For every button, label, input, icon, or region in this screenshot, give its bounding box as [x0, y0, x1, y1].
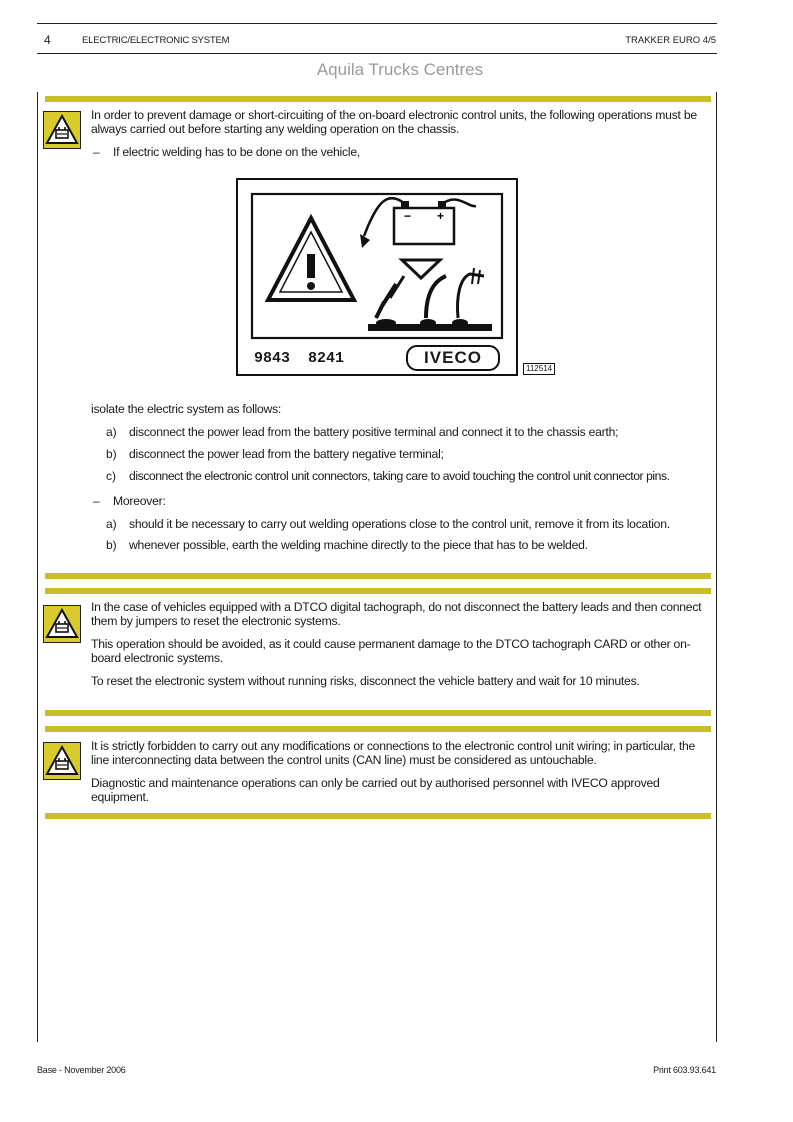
step-label: c)	[106, 469, 116, 483]
warning-band-bottom-3	[45, 813, 711, 819]
warning-icon	[43, 742, 81, 780]
block1-intro: In order to prevent damage or short-circuiting of the on-board electronic control units, the following operations must be always carried out before starting any welding operation on the chassis.	[91, 108, 697, 136]
block2-paragraph-1: In the case of vehicles equipped with a DTCO digital tachograph, do not disconnect the battery leads and then connect them by jumpers to reset the electronic systems.	[91, 600, 702, 628]
figure-id-tag: 112514	[523, 363, 555, 375]
header-bottom-rule	[37, 53, 717, 54]
welding-warning-figure	[236, 178, 518, 376]
warning-band-top-1	[45, 96, 711, 102]
product-title: TRAKKER EURO 4/5	[625, 35, 716, 46]
step-label: b)	[106, 447, 117, 461]
warning-band-bottom-2	[45, 710, 711, 716]
step-text: should it be necessary to carry out welding operations close to the control unit, remove it from its location.	[129, 517, 670, 531]
dash-bullet: –	[93, 494, 100, 508]
page-number: 4	[44, 33, 51, 47]
figure-part-number: 9843 8241	[254, 350, 345, 367]
step-label: a)	[106, 425, 117, 439]
step-label: a)	[106, 517, 117, 531]
left-margin-rule	[37, 92, 38, 1042]
svg-text:−: −	[404, 209, 412, 223]
svg-text:+: +	[437, 209, 445, 223]
footer-edition: Base - November 2006	[37, 1065, 126, 1075]
warning-icon	[43, 605, 81, 643]
warning-band-bottom-1	[45, 573, 711, 579]
header-top-rule	[37, 23, 717, 24]
isolate-intro: isolate the electric system as follows:	[91, 402, 282, 416]
block1-dash1-text: If electric welding has to be done on the vehicle,	[113, 145, 360, 159]
right-margin-rule	[716, 92, 717, 1042]
footer-print-code: Print 603.93.641	[653, 1065, 716, 1075]
block2-paragraph-2: This operation should be avoided, as it could cause permanent damage to the DTCO tachograph CARD or other on-board electronic systems.	[91, 637, 691, 665]
warning-icon	[43, 111, 81, 149]
step-label: b)	[106, 538, 117, 552]
block3-paragraph-1: It is strictly forbidden to carry out any modifications or connections to the electronic control unit wiring; in particular, the line interconnecting data between the control units (CAN line) must be considered as untouchable.	[91, 739, 696, 767]
step-text: disconnect the electronic control unit connectors, taking care to avoid touching the control unit connector pins.	[129, 469, 670, 483]
block2-paragraph-3: To reset the electronic system without running risks, disconnect the vehicle battery and wait for 10 minutes.	[91, 674, 640, 688]
watermark: Aquila Trucks Centres	[316, 60, 484, 79]
warning-band-top-3	[45, 726, 711, 732]
warning-band-top-2	[45, 588, 711, 594]
dash-bullet: –	[93, 145, 100, 159]
step-text: disconnect the power lead from the battery negative terminal;	[129, 447, 444, 461]
step-text: whenever possible, earth the welding machine directly to the piece that has to be welded.	[129, 538, 588, 552]
iveco-logo: IVECO	[406, 345, 500, 371]
section-title: ELECTRIC/ELECTRONIC SYSTEM	[82, 35, 230, 46]
block1-dash2-text: Moreover:	[113, 494, 166, 508]
step-text: disconnect the power lead from the battery positive terminal and connect it to the chassis earth;	[129, 425, 619, 439]
block3-paragraph-2: Diagnostic and maintenance operations can only be carried out by authorised personnel with IVECO approved equipment.	[91, 776, 660, 804]
